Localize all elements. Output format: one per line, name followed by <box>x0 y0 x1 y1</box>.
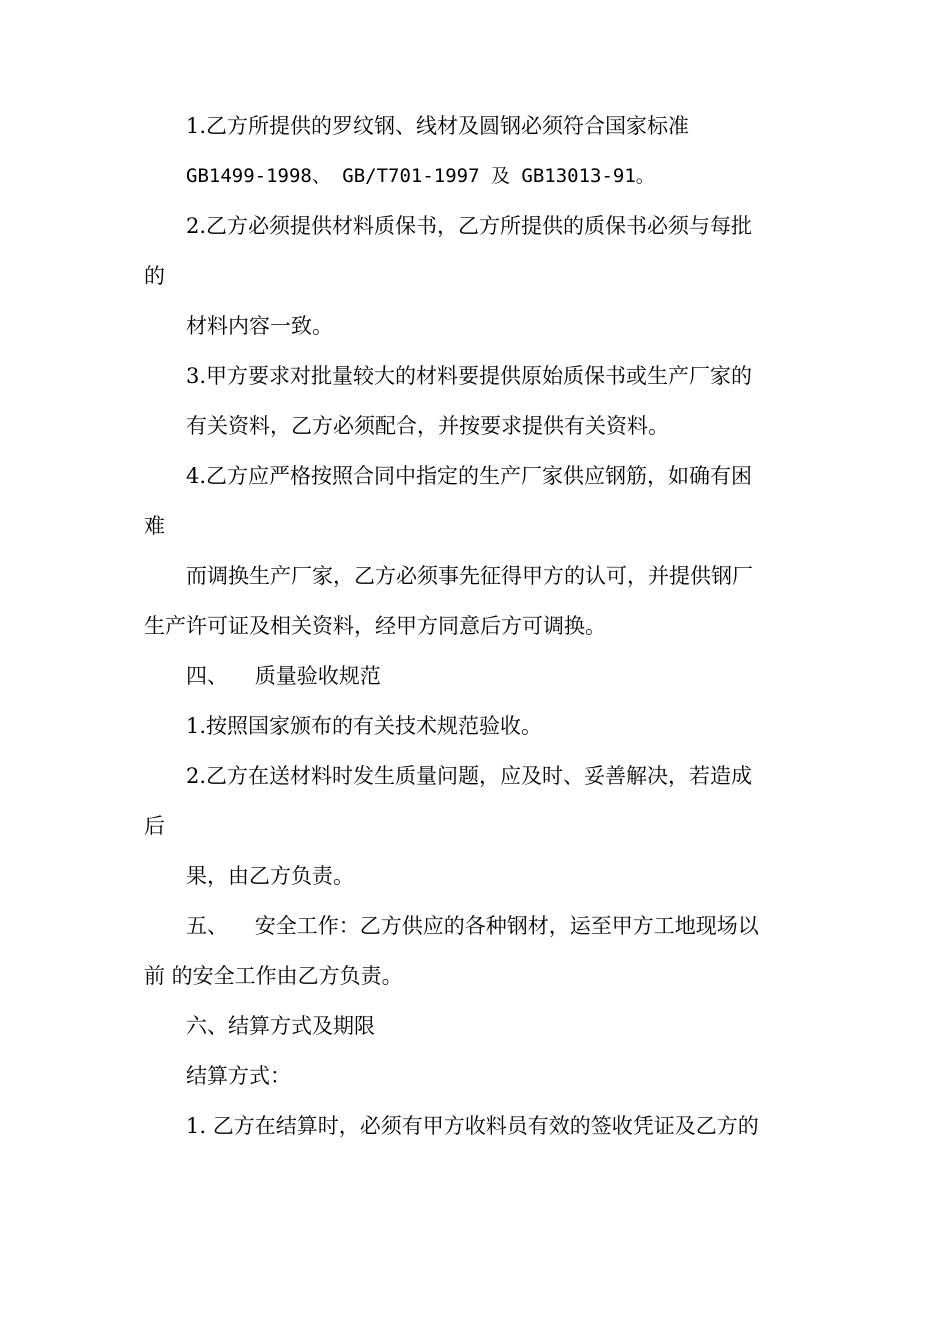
text-line-8: 4.乙方应严格按照合同中指定的生产厂家供应钢筋，如确有困 <box>186 464 753 488</box>
text-line-9: 难 <box>144 514 165 538</box>
section-heading-4: 四、 质量验收规范 <box>186 664 381 688</box>
text-line-4: 的 <box>144 264 165 288</box>
text-line-7: 有关资料，乙方必须配合，并按要求提供有关资料。 <box>186 414 669 438</box>
text-line-18: 前 的安全工作由乙方负责。 <box>144 964 403 988</box>
text-line-5: 材料内容一致。 <box>186 314 333 338</box>
text-line-1: 1.乙方所提供的罗纹钢、线材及圆钢必须符合国家标准 <box>186 114 690 138</box>
text-line-20: 结算方式： <box>186 1064 291 1088</box>
text-line-14: 2.乙方在送材料时发生质量问题，应及时、妥善解决，若造成 <box>186 764 753 788</box>
text-line-16: 果，由乙方负责。 <box>186 864 354 888</box>
text-line-2: GB1499-1998、 GB/T701-1997 及 GB13013-91。 <box>186 165 655 187</box>
text-line-6: 3.甲方要求对批量较大的材料要提供原始质保书或生产厂家的 <box>186 364 753 388</box>
section-heading-6: 六、结算方式及期限 <box>186 1014 375 1038</box>
text-line-15: 后 <box>144 814 165 838</box>
section-heading-5: 五、 安全工作：乙方供应的各种钢材，运至甲方工地现场以 <box>186 914 759 938</box>
text-line-10: 而调换生产厂家，乙方必须事先征得甲方的认可，并提供钢厂 <box>186 564 753 588</box>
text-line-11: 生产许可证及相关资料，经甲方同意后方可调换。 <box>144 614 606 638</box>
text-line-3: 2.乙方必须提供材料质保书，乙方所提供的质保书必须与每批 <box>186 214 753 238</box>
text-line-13: 1.按照国家颁布的有关技术规范验收。 <box>186 714 543 738</box>
text-line-21: 1. 乙方在结算时，必须有甲方收料员有效的签收凭证及乙方的 <box>186 1114 759 1138</box>
